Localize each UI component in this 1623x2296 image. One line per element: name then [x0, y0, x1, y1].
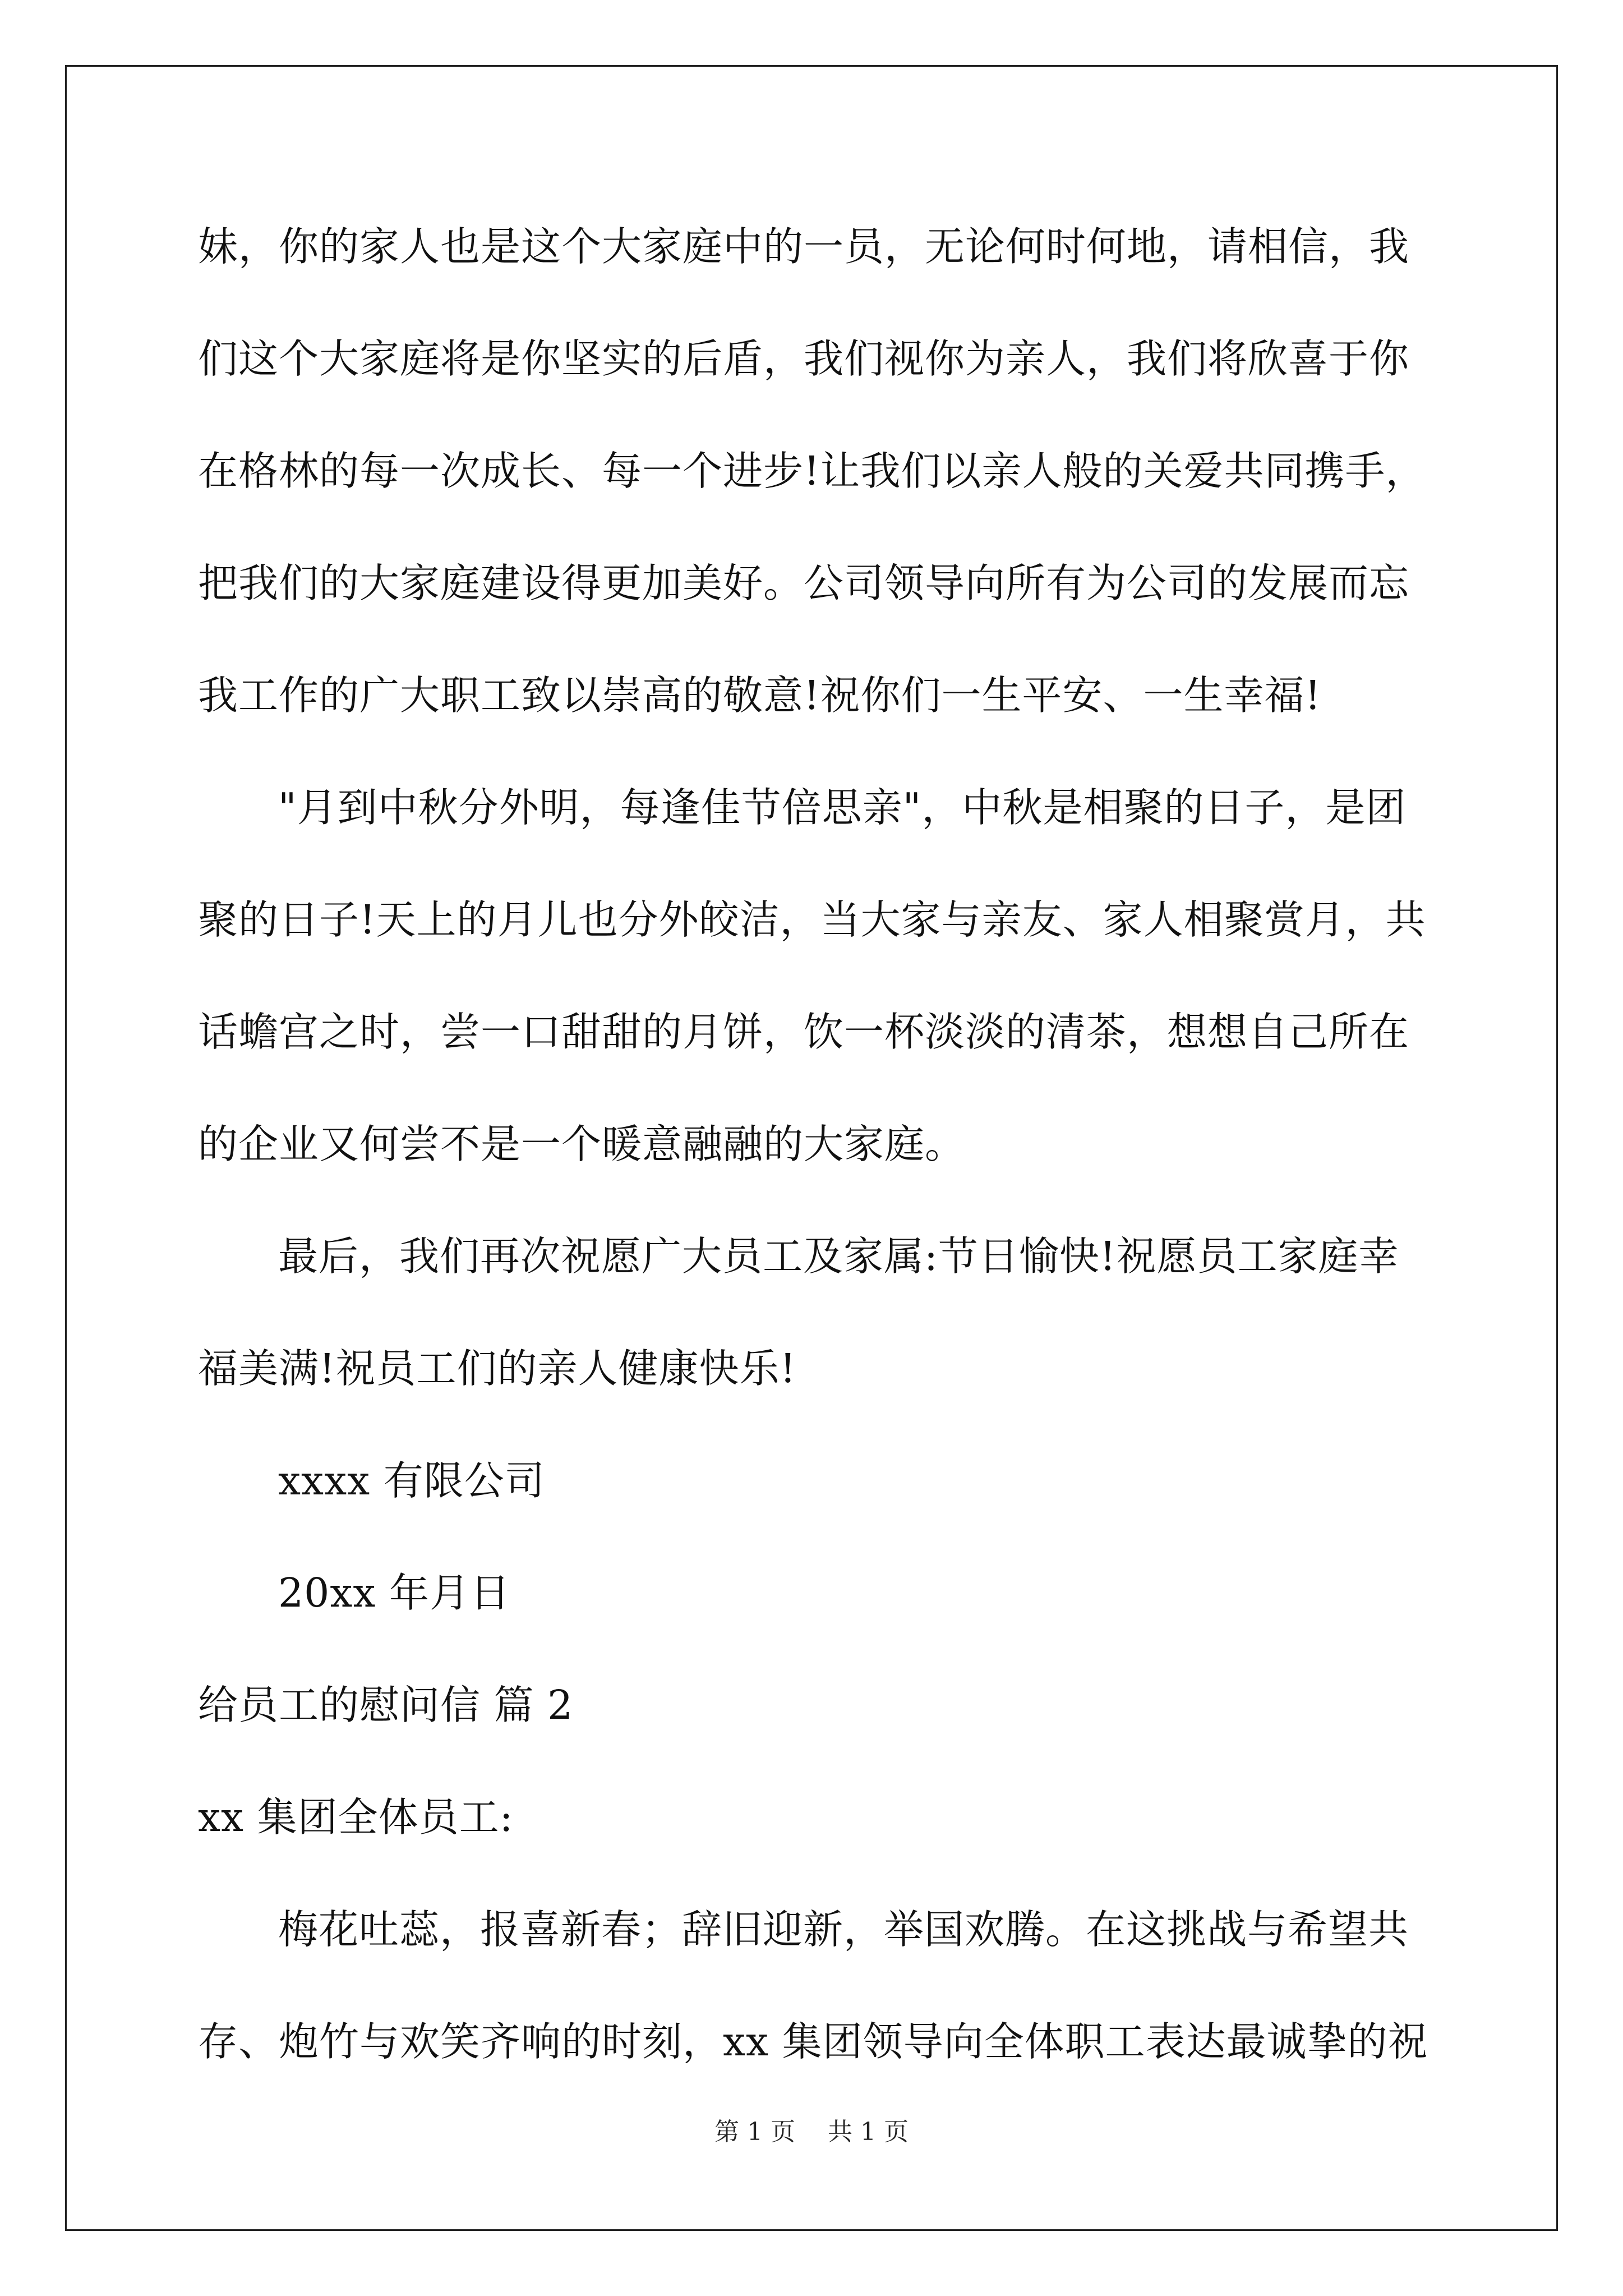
- signature-company: xxxx 有限公司: [278, 1457, 545, 1504]
- page-total: 共 1 页: [828, 2118, 909, 2146]
- text-line: 在格林的每一次成长、每一个进步!让我们以亲人般的关爱共同携手，: [198, 448, 1426, 494]
- text-line: 聚的日子!天上的月儿也分外皎洁，当大家与亲友、家人相聚赏月，共: [198, 896, 1426, 943]
- paragraph-start-line: 梅花吐蕊，报喜新春；辞旧迎新，举国欢腾。在这挑战与希望共: [278, 1906, 1409, 1953]
- text-line: 们这个大家庭将是你坚实的后盾，我们视你为亲人，我们将欣喜于你: [198, 335, 1410, 382]
- text-line: 把我们的大家庭建设得更加美好。公司领导向所有为公司的发展而忘: [198, 560, 1410, 606]
- page-number: 第 1 页: [714, 2118, 795, 2146]
- paragraph-start-line: 最后，我们再次祝愿广大员工及家属:节日愉快!祝愿员工家庭幸: [278, 1233, 1399, 1280]
- text-line: 妹，你的家人也是这个大家庭中的一员，无论何时何地，请相信，我: [198, 223, 1410, 270]
- document-body: [198, 219, 1432, 2126]
- page-footer: [0, 2111, 1623, 2147]
- text-line: 话蟾宫之时，尝一口甜甜的月饼，饮一杯淡淡的清茶，想想自己所在: [198, 1009, 1410, 1055]
- signature-date: 20xx 年月日: [278, 1570, 510, 1616]
- text-line: 存、炮竹与欢笑齐响的时刻，xx 集团领导向全体职工表达最诚挚的祝: [198, 2018, 1428, 2065]
- salutation: xx 集团全体员工:: [198, 1794, 514, 1841]
- text-line: 福美满!祝员工们的亲人健康快乐!: [198, 1345, 797, 1392]
- section-heading: 给员工的慰问信 篇 2: [198, 1682, 574, 1728]
- text-line: 我工作的广大职工致以崇高的敬意!祝你们一生平安、一生幸福!: [198, 672, 1322, 719]
- paragraph-start-line: "月到中秋分外明，每逢佳节倍思亲"，中秋是相聚的日子，是团: [278, 784, 1407, 831]
- text-line: 的企业又何尝不是一个暖意融融的大家庭。: [198, 1121, 966, 1167]
